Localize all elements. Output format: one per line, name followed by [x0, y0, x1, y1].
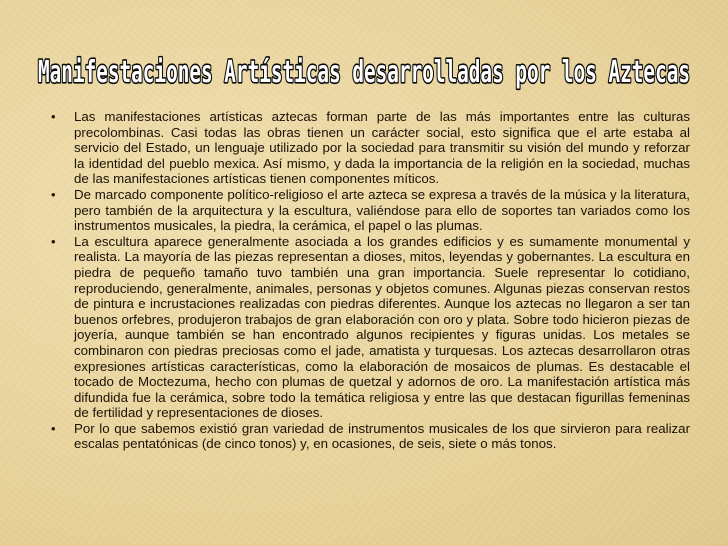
slide-title-wordart	[0, 36, 728, 96]
bullet-text: Por lo que sabemos existió gran variedad de instrumentos musicales de los que sirvieron para realizar escalas pentatónicas (de cinco tonos) y, en ocasiones, de seis, siete o más tonos.	[74, 420, 690, 452]
bullet-point-icon: •	[51, 109, 56, 124]
bullet-point-icon: •	[51, 233, 56, 249]
bullet-text: Las manifestaciones artísticas aztecas forman parte de las más importantes entre las culturas precolombinas. Casi todas las obras tienen un carácter social, esto significa que el arte estaba al servicio del Estado, un lenguaje utilizado por la sociedad para transmitir su visión del mundo y reforzar la identidad del pueblo mexica. Así mismo, y dada la importancia de la religión en la sociedad, muchas de las manifestaciones artísticas tienen componentes míticos.	[74, 109, 690, 187]
bullet-item	[46, 234, 690, 421]
slide-body	[46, 109, 690, 452]
bullet-point-icon: •	[51, 420, 56, 436]
bullet-text: De marcado componente político-religioso el arte azteca se expresa a través de la música y la literatura, pero también de la arquitectura y la escultura, valiéndose para ello de soportes tan variados como los instrumentos musicales, la piedra, la cerámica, el papel o las plumas.	[74, 186, 690, 234]
bullet-item	[46, 109, 690, 187]
bullet-text: La escultura aparece generalmente asociada a los grandes edificios y es sumamente monumental y realista. La mayoría de las piezas representan a dioses, mitos, leyendas y gobernantes. La escultura en piedra de pequeño tamaño tuvo también una gran importancia. Suele representar lo cotidiano, reproduciendo, generalmente, animales, personas y objetos comunes. Algunas piezas conservan restos de pintura e incrustaciones realizadas con piedras diferentes. Aunque los aztecas no llegaron a ser tan buenos orfebres, produjeron trabajos de gran elaboración con oro y plata. Sobre todo hicieron piezas de joyería, aunque también se han encontrado algunos recipientes y figuras unidas. Los metales se combinaron con piedras preciosas como el jade, amatista y turquesas. Los aztecas desarrollaron otras expresiones artísticas características, como la elaboración de mosaicos de plumas. Es destacable el tocado de Moctezuma, hecho con plumas de quetzal y adornos de oro. La manifestación artística más difundida fue la cerámica, sobre todo la temática religiosa y entre las que destacan figurillas femeninas de fertilidad y representaciones de dioses.	[74, 233, 690, 421]
bullet-list	[46, 109, 690, 452]
bullet-point-icon: •	[51, 186, 56, 202]
slide-title: Manifestaciones Artísticas desarrolladas por los Aztecas	[38, 55, 690, 90]
bullet-item	[46, 187, 690, 234]
bullet-item	[46, 421, 690, 452]
slide-title-area	[0, 36, 728, 96]
